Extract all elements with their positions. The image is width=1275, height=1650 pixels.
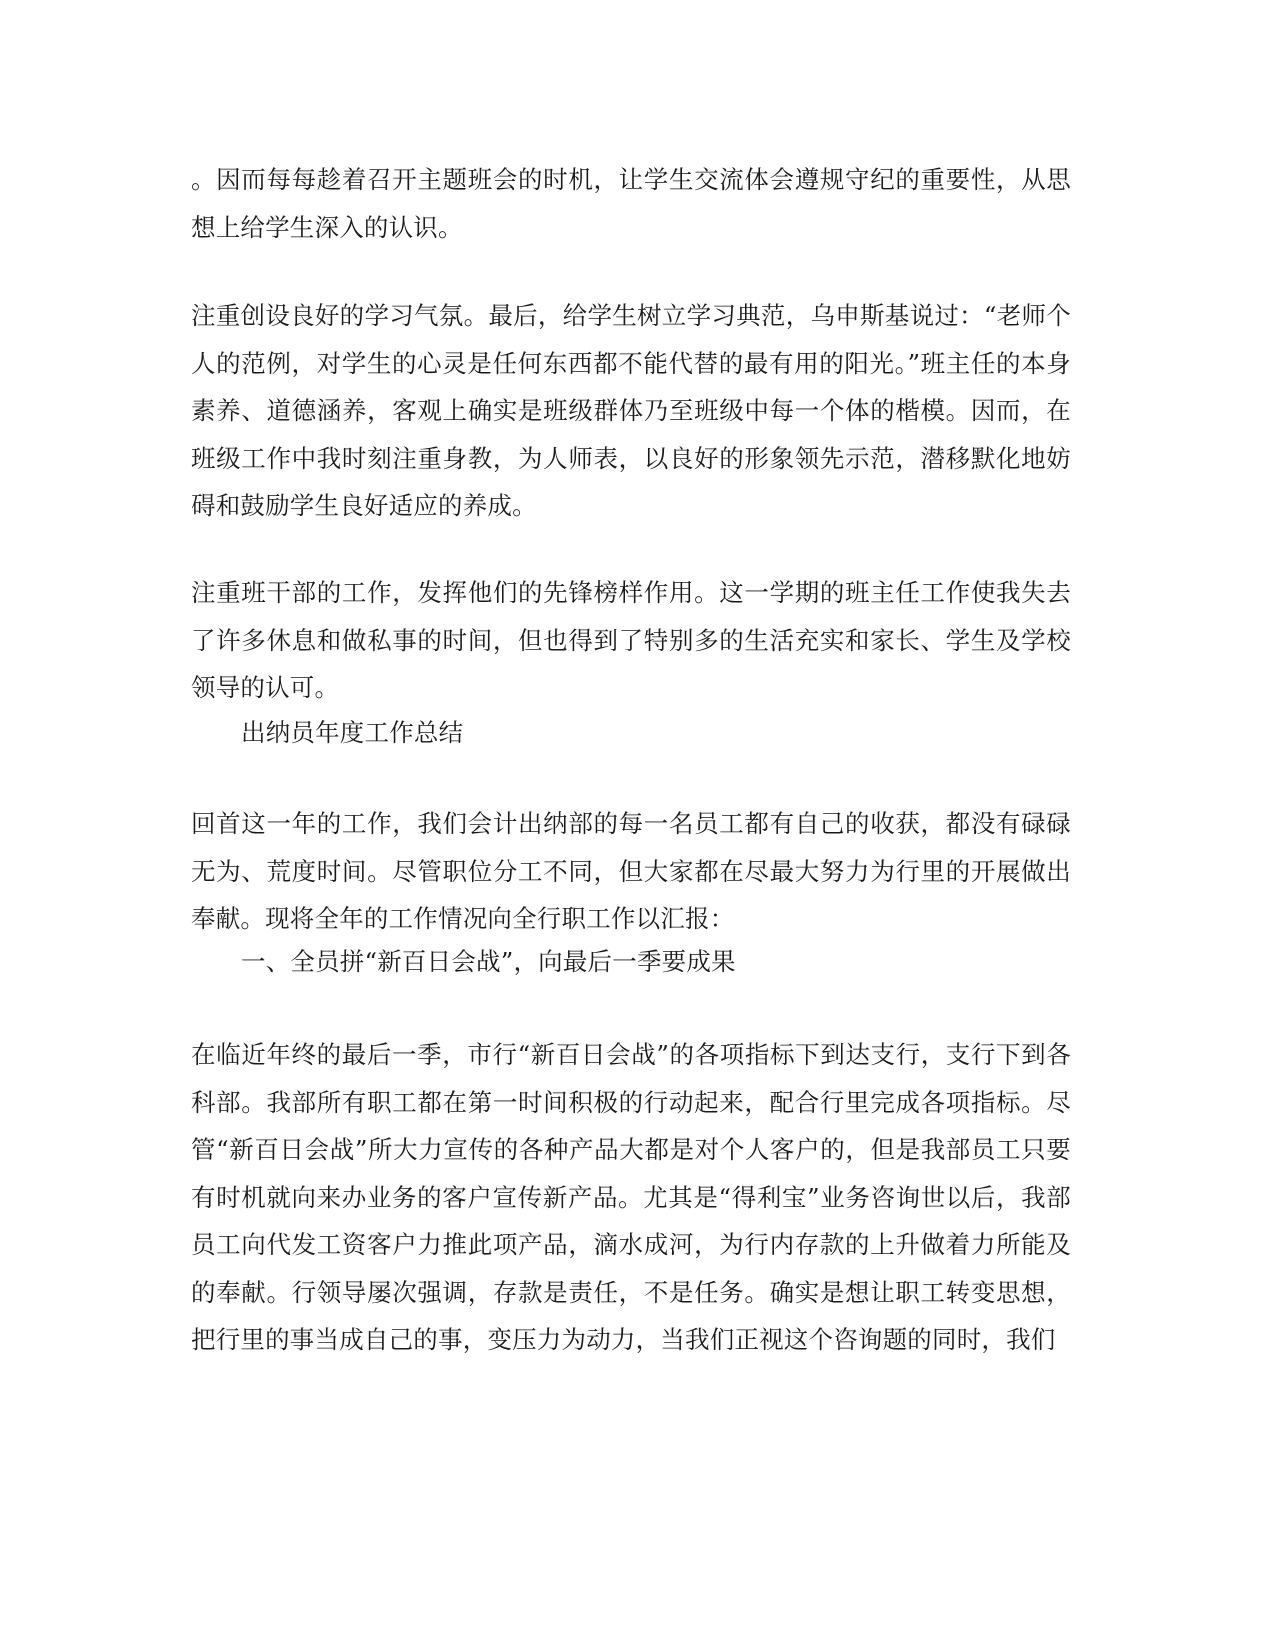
paragraph-year-review: 回首这一年的工作，我们会计出纳部的每一名员工都有自己的收获，都没有碌碌无为、荒度时间。尽管职位分工不同，但大家都在尽最大努力为行里的开展做出奉献。现将全年的工作情况向全行职工作以汇报： <box>191 809 1071 933</box>
paragraph-class-rules: 。因而每每趁着召开主题班会的时机，让学生交流体会遵规守纪的重要性，从思想上给学生深入的认识。 <box>191 165 1071 242</box>
section-heading: 一、全员拼“新百日会战”，向最后一季要成果 <box>241 947 736 976</box>
paragraph-hundred-day-campaign: 在临近年终的最后一季，市行“新百日会战”的各项指标下到达支行，支行下到各科部。我部所有职工都在第一时间积极的行动起来，配合行里完成各项指标。尽管“新百日会战”所大力宣传的各种产品大都是对个人客户的，但是我部员工只要有时机就向来办业务的客户宣传新产品。尤其是“得利宝”业务咨询世以后，我部员工向代发工资客户力推此项产品，滴水成河，为行内存款的上升做着力所能及的奉献。行领导屡次强调，存款是责任，不是任务。确实是想让职工转变思想，把行里的事当成自己的事，变压力为动力，当我们正视这个咨询题的同时，我们 <box>191 1040 1071 1354</box>
paragraph-study-atmosphere: 注重创设良好的学习气氛。最后，给学生树立学习典范，乌申斯基说过：“老师个人的范例，对学生的心灵是任何东西都不能代替的最有用的阳光。”班主任的本身素养、道德涵养，客观上确实是班级群体乃至班级中每一个体的楷模。因而，在班级工作中我时刻注重身教，为人师表，以良好的形象领先示范，潜移默化地妨碍和鼓励学生良好适应的养成。 <box>191 301 1071 520</box>
document-title: 出纳员年度工作总结 <box>241 718 464 747</box>
paragraph-class-leaders: 注重班干部的工作，发挥他们的先锋榜样作用。这一学期的班主任工作使我失去了许多休息和做私事的时间，但也得到了特别多的生活充实和家长、学生及学校领导的认可。 <box>191 578 1071 702</box>
